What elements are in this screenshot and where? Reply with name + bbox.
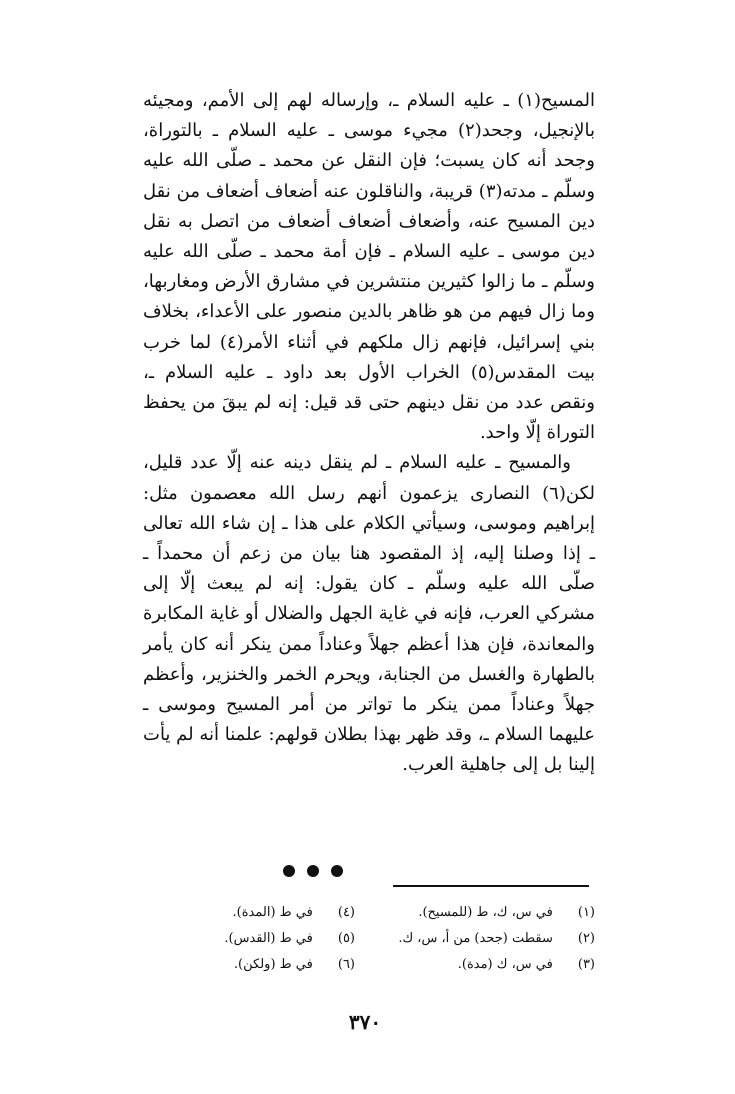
footnote-number: (٢) — [577, 931, 595, 946]
paragraph-2: والمسيح ـ عليه السلام ـ لم ينقل دينه عنه إلّا عدد قليل، لكن(٦) النصارى يزعمون أنهم رسل الله معصمون مثل: إبراهيم وموسى، وسيأتي الكلام على هذا ـ إن شاء الله تعالى ـ إذا وصلنا إليه، إذ المقصود هنا بيان من زعم أن محمداً ـ صلّى الله عليه وسلّم ـ كان يقول: إنه لم يبعث إلّا إلى مشركي العرب، فإنه في غاية الجهل والضلال أو غاية المكابرة والمعاندة، فإن هذا أعظم جهلاً وعناداً ممن ينكر أنه كان يأمر بالطهارة والغسل من الجنابة، ويحرم الخمر والخنزير، وأعظم جهلاً وعناداً ممن ينكر ما تواتر من أمر المسيح وموسى ـ عليهما السلام ـ، وقد ظهر بهذا بطلان قولهم: علمنا أنه لم يأت إلينا بل إلى جاهلية العرب. — [143, 452, 595, 776]
footnotes — [143, 900, 595, 978]
footnote-text: سقطت (جحد) من أ، س، ك. — [398, 931, 553, 946]
footnote-divider — [393, 885, 589, 887]
footnote-5 — [143, 926, 355, 952]
page-number: ٣٧٠ — [348, 1010, 382, 1034]
footnote-6 — [143, 952, 355, 978]
footnote-number: (١) — [577, 905, 595, 920]
footnote-text: في ط (المدة). — [232, 905, 313, 920]
separator-dot — [331, 865, 343, 877]
footnote-1 — [383, 900, 595, 926]
footnote-4 — [143, 900, 355, 926]
separator-dot — [283, 865, 295, 877]
footnote-3 — [383, 952, 595, 978]
footnote-text: في س، ك، ط (للمسيح). — [418, 905, 553, 920]
paragraph-1: المسيح(١) ـ عليه السلام ـ، وإرساله لهم إلى الأمم، ومجيئه بالإنجيل، وجحد(٢) مجيء موسى ـ عليه السلام ـ بالتوراة، وجحد أنه كان يسبت؛ فإن النقل عن محمد ـ صلّى الله عليه وسلّم ـ مدته(٣) قريبة، والناقلون عنه أضعاف أضعاف من نقل دين المسيح عنه، وأضعاف أضعاف أضعاف من اتصل به نقل دين موسى ـ عليه السلام ـ فإن أمة محمد ـ صلّى الله عليه وسلّم ـ ما زالوا كثيرين منتشرين في مشارق الأرض ومغاربها، وما زال فيهم من هو ظاهر بالدين منصور على الأعداء، بخلاف بني إسرائيل، فإنهم زال ملكهم في أثناء الأمر(٤) لما خرب بيت المقدس(٥) الخراب الأول بعد داود ـ عليه السلام ـ، ونقص عدد من نقل دينهم حتى قد قيل: إنه لم يبقَ من يحفظ التوراة إلّا واحد. — [143, 90, 596, 444]
footnote-number: (٤) — [337, 905, 355, 920]
separator-dot — [307, 865, 319, 877]
footnote-2 — [383, 926, 595, 952]
footnote-number: (٣) — [577, 957, 595, 972]
footnote-number: (٦) — [337, 957, 355, 972]
footnote-text: في ط (القدس). — [224, 931, 313, 946]
main-text — [143, 86, 595, 781]
footnote-number: (٥) — [337, 931, 355, 946]
footnote-text: في س، ك (مدة). — [457, 957, 553, 972]
footnote-text: في ط (ولكن). — [233, 957, 313, 972]
section-separator-dots — [283, 863, 343, 879]
